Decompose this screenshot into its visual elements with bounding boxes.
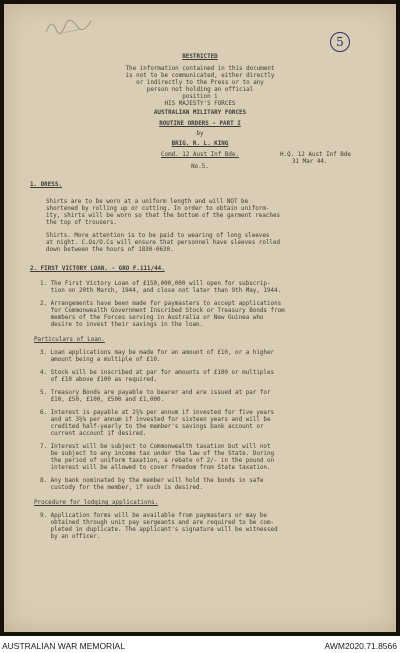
section-2-item-3-line-1: 3. Loan applications may be made for an amount of £10, or a higher <box>40 350 275 356</box>
hq-location: H.Q. 12 Aust Inf Bde <box>280 152 351 158</box>
section-2-item-7-line-1: 7. Interest will be subject to Commonwealth taxation but will not <box>40 444 271 450</box>
pencil-annotation <box>43 15 97 40</box>
by-line: by <box>196 131 204 137</box>
section-2-item-3-line-2: amount being a multiple of £10. <box>40 357 161 363</box>
notice-line-4: person not holding an official <box>146 87 254 93</box>
section-1-para-1-line-1: Shirts are to be worn at a uniform length and will NOT be <box>46 199 249 205</box>
section-1-para-2-line-1: Shirts. More attention is to be paid to wearing of long sleeves <box>46 233 270 239</box>
formation-name: Comd. 12 Aust Inf Bde. <box>160 152 240 158</box>
section-1-para-2-line-2: at night. C.Os/O.Cs will ensure that personnel have sleeves rolled <box>46 240 281 246</box>
section-2-item-7-line-4: interest will be allowed to cover freedom from State taxation. <box>40 465 271 471</box>
section-1-para-2-line-3: down between the hours of 1830-0630. <box>46 247 174 253</box>
section-2-item-5-line-1: 5. Treasury Bonds are payable to bearer and are issued at par for <box>40 390 271 396</box>
document-page <box>4 4 396 632</box>
notice-line-2: is not to be communicated, either directly <box>125 73 275 79</box>
section-2-item-6-line-1: 6. Interest is payable at 2¾% per annum if invested for five years <box>40 410 275 416</box>
order-date: 31 Mar 44. <box>292 159 328 165</box>
footer-accession-number: AWM2020.71.8566 <box>324 641 397 651</box>
section-1-heading: 1. DRESS. <box>30 182 62 188</box>
section-2-item-8-line-2: custody for the member, if such is desired. <box>40 485 204 491</box>
force-name: AUSTRALIAN MILITARY FORCES <box>153 110 247 116</box>
section-2-item-9-line-3: pleted in duplicate. The applicant's signature will be witnessed <box>40 527 278 533</box>
section-2-item-9-line-4: by an officer. <box>40 534 101 540</box>
section-1-para-1-line-4: the top of trousers. <box>46 220 117 226</box>
particulars-heading: Particulars of Loan. <box>34 337 105 343</box>
section-2-item-2-line-2: for Commonwealth Government Inscribed Stock or Treasury Bonds from <box>40 308 285 314</box>
section-2-item-4-line-2: of £10 above £100 as required. <box>40 377 158 383</box>
classification-heading: RESTRICTED <box>182 54 218 60</box>
notice-line-6: HIS MAJESTY'S FORCES <box>164 101 236 107</box>
commander-name: BRIG. R. L. KING <box>171 141 229 147</box>
section-2-heading: 2. FIRST VICTORY LOAN. - GRO F.111/44. <box>30 266 165 272</box>
section-2-item-6-line-4: current account if desired. <box>40 431 147 437</box>
section-2-item-7-line-2: be subject to any income tax under the law of the State. During <box>40 451 275 457</box>
section-1-para-1-line-2: shortened by rolling up or cutting. In order to obtain uniform- <box>46 206 270 212</box>
section-2-item-9-line-1: 9. Application forms will be available from paymasters or may be <box>40 513 267 519</box>
section-2-item-1-line-1: 1. The First Victory Loan of £150,000,000 will open for subscrip- <box>40 281 271 287</box>
section-1-para-1-line-3: ity, shirts will be worn so that the bottom of the garment reaches <box>46 213 281 219</box>
section-2-item-9-line-2: obtained through unit pay sergeants and are required to be com- <box>40 520 275 526</box>
footer-institution: AUSTRALIAN WAR MEMORIAL <box>2 641 125 651</box>
section-2-item-8-line-1: 8. Any bank nominated by the member will hold the bonds in safe <box>40 478 264 484</box>
section-2-item-6-line-2: and at 3¼% per annum if invested for sixteen years and will be <box>40 417 271 423</box>
orders-title: ROUTINE ORDERS - PART I <box>159 121 241 127</box>
section-2-item-2-line-1: 2. Arrangements have been made for paymasters to accept applications <box>40 301 282 307</box>
notice-line-3: or indirectly to the Press or to any <box>136 80 264 86</box>
section-2-item-7-line-3: the period of uniform taxation, a rebate of 2/- in the pound on <box>40 458 275 464</box>
section-2-item-1-line-2: tion on 20th March, 1944, and close not later than 9th May, 1944. <box>40 288 282 294</box>
procedure-heading: Procedure for lodging applications. <box>34 500 159 506</box>
notice-line-5: position i <box>182 94 218 100</box>
section-2-item-5-line-2: £10, £50, £100, £500 and £1,000. <box>40 397 165 403</box>
section-2-item-4-line-1: 4. Stock will be inscribed at par for amounts of £100 or multiples <box>40 370 275 376</box>
order-number: No.5. <box>191 164 209 170</box>
section-2-item-2-line-3: members of the Forces serving in Australia or New Guinea who <box>40 315 264 321</box>
pencil-scribble-icon <box>43 15 97 38</box>
folio-number: 5 <box>330 32 350 52</box>
section-2-item-6-line-3: credited half-yearly to the member's savings bank account or <box>40 424 264 430</box>
section-2-item-2-line-4: desire to invest their savings in the loan. <box>40 322 204 328</box>
notice-line-1: The information contained in this document <box>125 66 275 72</box>
